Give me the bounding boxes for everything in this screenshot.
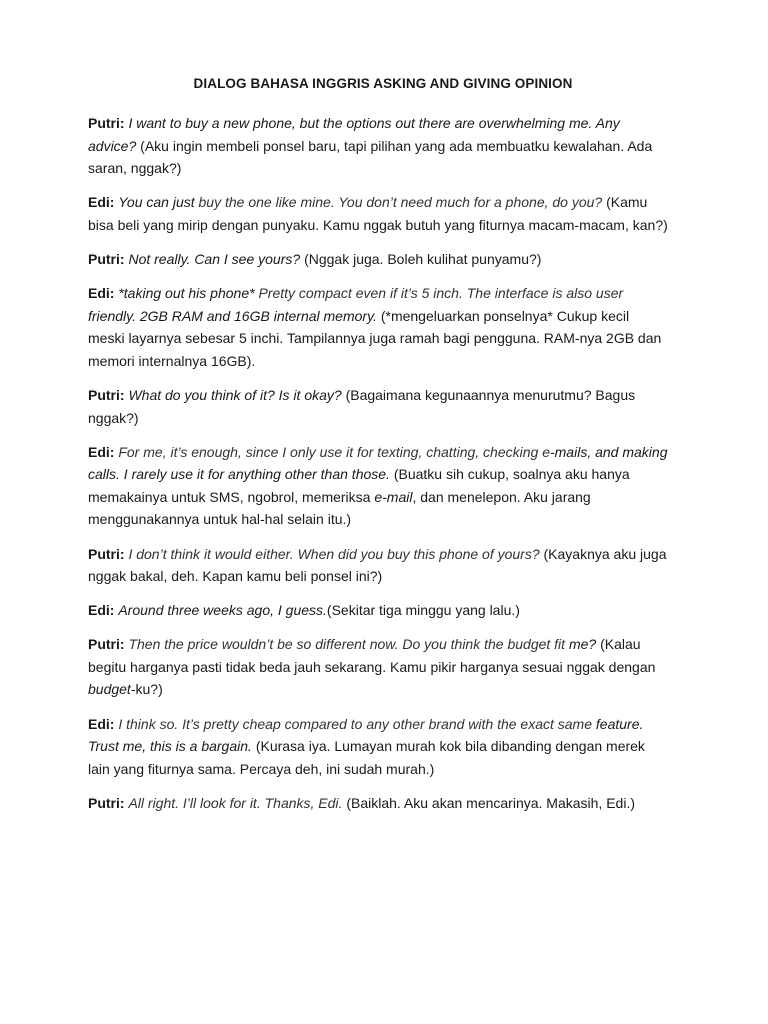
indonesian-translation: , dan menelepon. Aku jarang menggunakannya untuk hal-hal selain itu.) [88, 488, 591, 528]
speaker-name: Putri: [88, 636, 125, 653]
indonesian-translation: (Sekitar tiga minggu yang lalu.) [326, 602, 520, 619]
dialog-turn [88, 543, 668, 588]
english-line: What do you think of it? Is it okay? [128, 386, 342, 403]
english-line: buy the one like mine. You don’t need much for a phone, do you? [198, 194, 603, 211]
dialog-turn [88, 112, 668, 180]
indonesian-translation: (Kurasa iya. Lumayan murah kok bila dibanding dengan merek lain yang fiturnya sama. Percaya deh, ini sudah murah.) [88, 738, 645, 777]
speaker-name: Putri: [88, 250, 125, 267]
english-line: Pretty compact even if it’s 5 inch. The interface is also user [258, 285, 624, 302]
dialog-turn [88, 248, 668, 271]
speaker-name: Edi: [88, 194, 115, 211]
speaker-name: Edi: [88, 285, 115, 302]
english-line: me? [568, 636, 597, 653]
dialog-turn [88, 441, 668, 531]
speaker-name: Putri: [88, 545, 125, 562]
english-line: I don’t think it would either. When did you buy this phone of yours? [128, 545, 540, 562]
speaker-name: Putri: [88, 115, 125, 131]
dialog-turn [88, 633, 668, 701]
english-line: I think so. It’s pretty cheap compared to any other brand with the exact same [118, 715, 593, 732]
dialog-turn [88, 384, 668, 429]
indonesian-translation: (Kamu bisa beli yang mirip dengan punyaku. Kamu nggak butuh yang fiturnya macam-macam, kan?) [88, 194, 668, 233]
indonesian-translation: (Baiklah. Aku akan mencarinya. Makasih, Edi.) [346, 794, 636, 811]
indonesian-translation: (*mengeluarkan ponselnya* Cukup kecil meski layarnya sebesar 5 inchi. Tampilannya juga ramah bagi pengguna. RAM-nya 2GB dan memori internalnya 16GB). [88, 307, 662, 369]
english-line: Around three weeks ago, I guess. [118, 602, 327, 619]
indonesian-translation: -ku?) [130, 681, 163, 698]
english-line: -mails, and making calls. I rarely use it for anything other than those. [88, 443, 668, 483]
english-line: *taking out his phone* [118, 285, 255, 302]
dialog-turn [88, 282, 668, 372]
speaker-name: Putri: [88, 794, 125, 811]
english-line: I want to buy a new phone, but the options out there are overwhelming me. Any advice? [88, 115, 620, 154]
speaker-name: Edi: [88, 602, 115, 619]
indonesian-translation: (Buatku sih cukup, soalnya aku hanya memakainya untuk SMS, ngobrol, memeriksa [88, 466, 630, 505]
english-line: friendly. 2GB RAM and 16GB internal memory. [88, 307, 377, 324]
dialog-turn [88, 792, 668, 815]
english-line: Not really. Can I see yours? [128, 250, 301, 267]
speaker-name: Putri: [88, 386, 125, 403]
indonesian-translation: (Nggak juga. Boleh kulihat punyamu?) [304, 250, 542, 267]
dialog-turn [88, 191, 668, 236]
document-title: DIALOG BAHASA INGGRIS ASKING AND GIVING OPINION [193, 76, 573, 91]
speaker-name: Edi: [88, 443, 115, 460]
indonesian-emphasis: budget [88, 681, 131, 698]
indonesian-translation: (Bagaimana kegunaannya menurutmu? Bagus nggak?) [88, 386, 636, 426]
dialog-turn [88, 599, 668, 622]
english-line: All right. I’ll look for it. Thanks, Edi. [128, 794, 343, 811]
indonesian-emphasis: e-mail [374, 488, 413, 505]
indonesian-translation: (Aku ingin membeli ponsel baru, tapi pilihan yang ada membuatku kewalahan. Ada saran, nggak?) [88, 137, 653, 177]
indonesian-translation: (Kalau begitu harganya pasti tidak beda jauh sekarang. Kamu pikir harganya sesuai nggak dengan [88, 636, 656, 675]
english-line: feature. Trust me, this is a bargain. [88, 715, 644, 755]
speaker-name: Edi: [88, 715, 115, 732]
english-line: Then the price wouldn’t be so different now. Do you think the budget fit [128, 636, 566, 653]
dialog-turn [88, 713, 668, 781]
english-line: You can just [118, 194, 195, 211]
english-line: For me, it’s enough, since I only use it for texting, chatting, checking e [118, 443, 550, 460]
indonesian-translation: (Kayaknya aku juga nggak bakal, deh. Kapan kamu beli ponsel ini?) [88, 545, 667, 585]
